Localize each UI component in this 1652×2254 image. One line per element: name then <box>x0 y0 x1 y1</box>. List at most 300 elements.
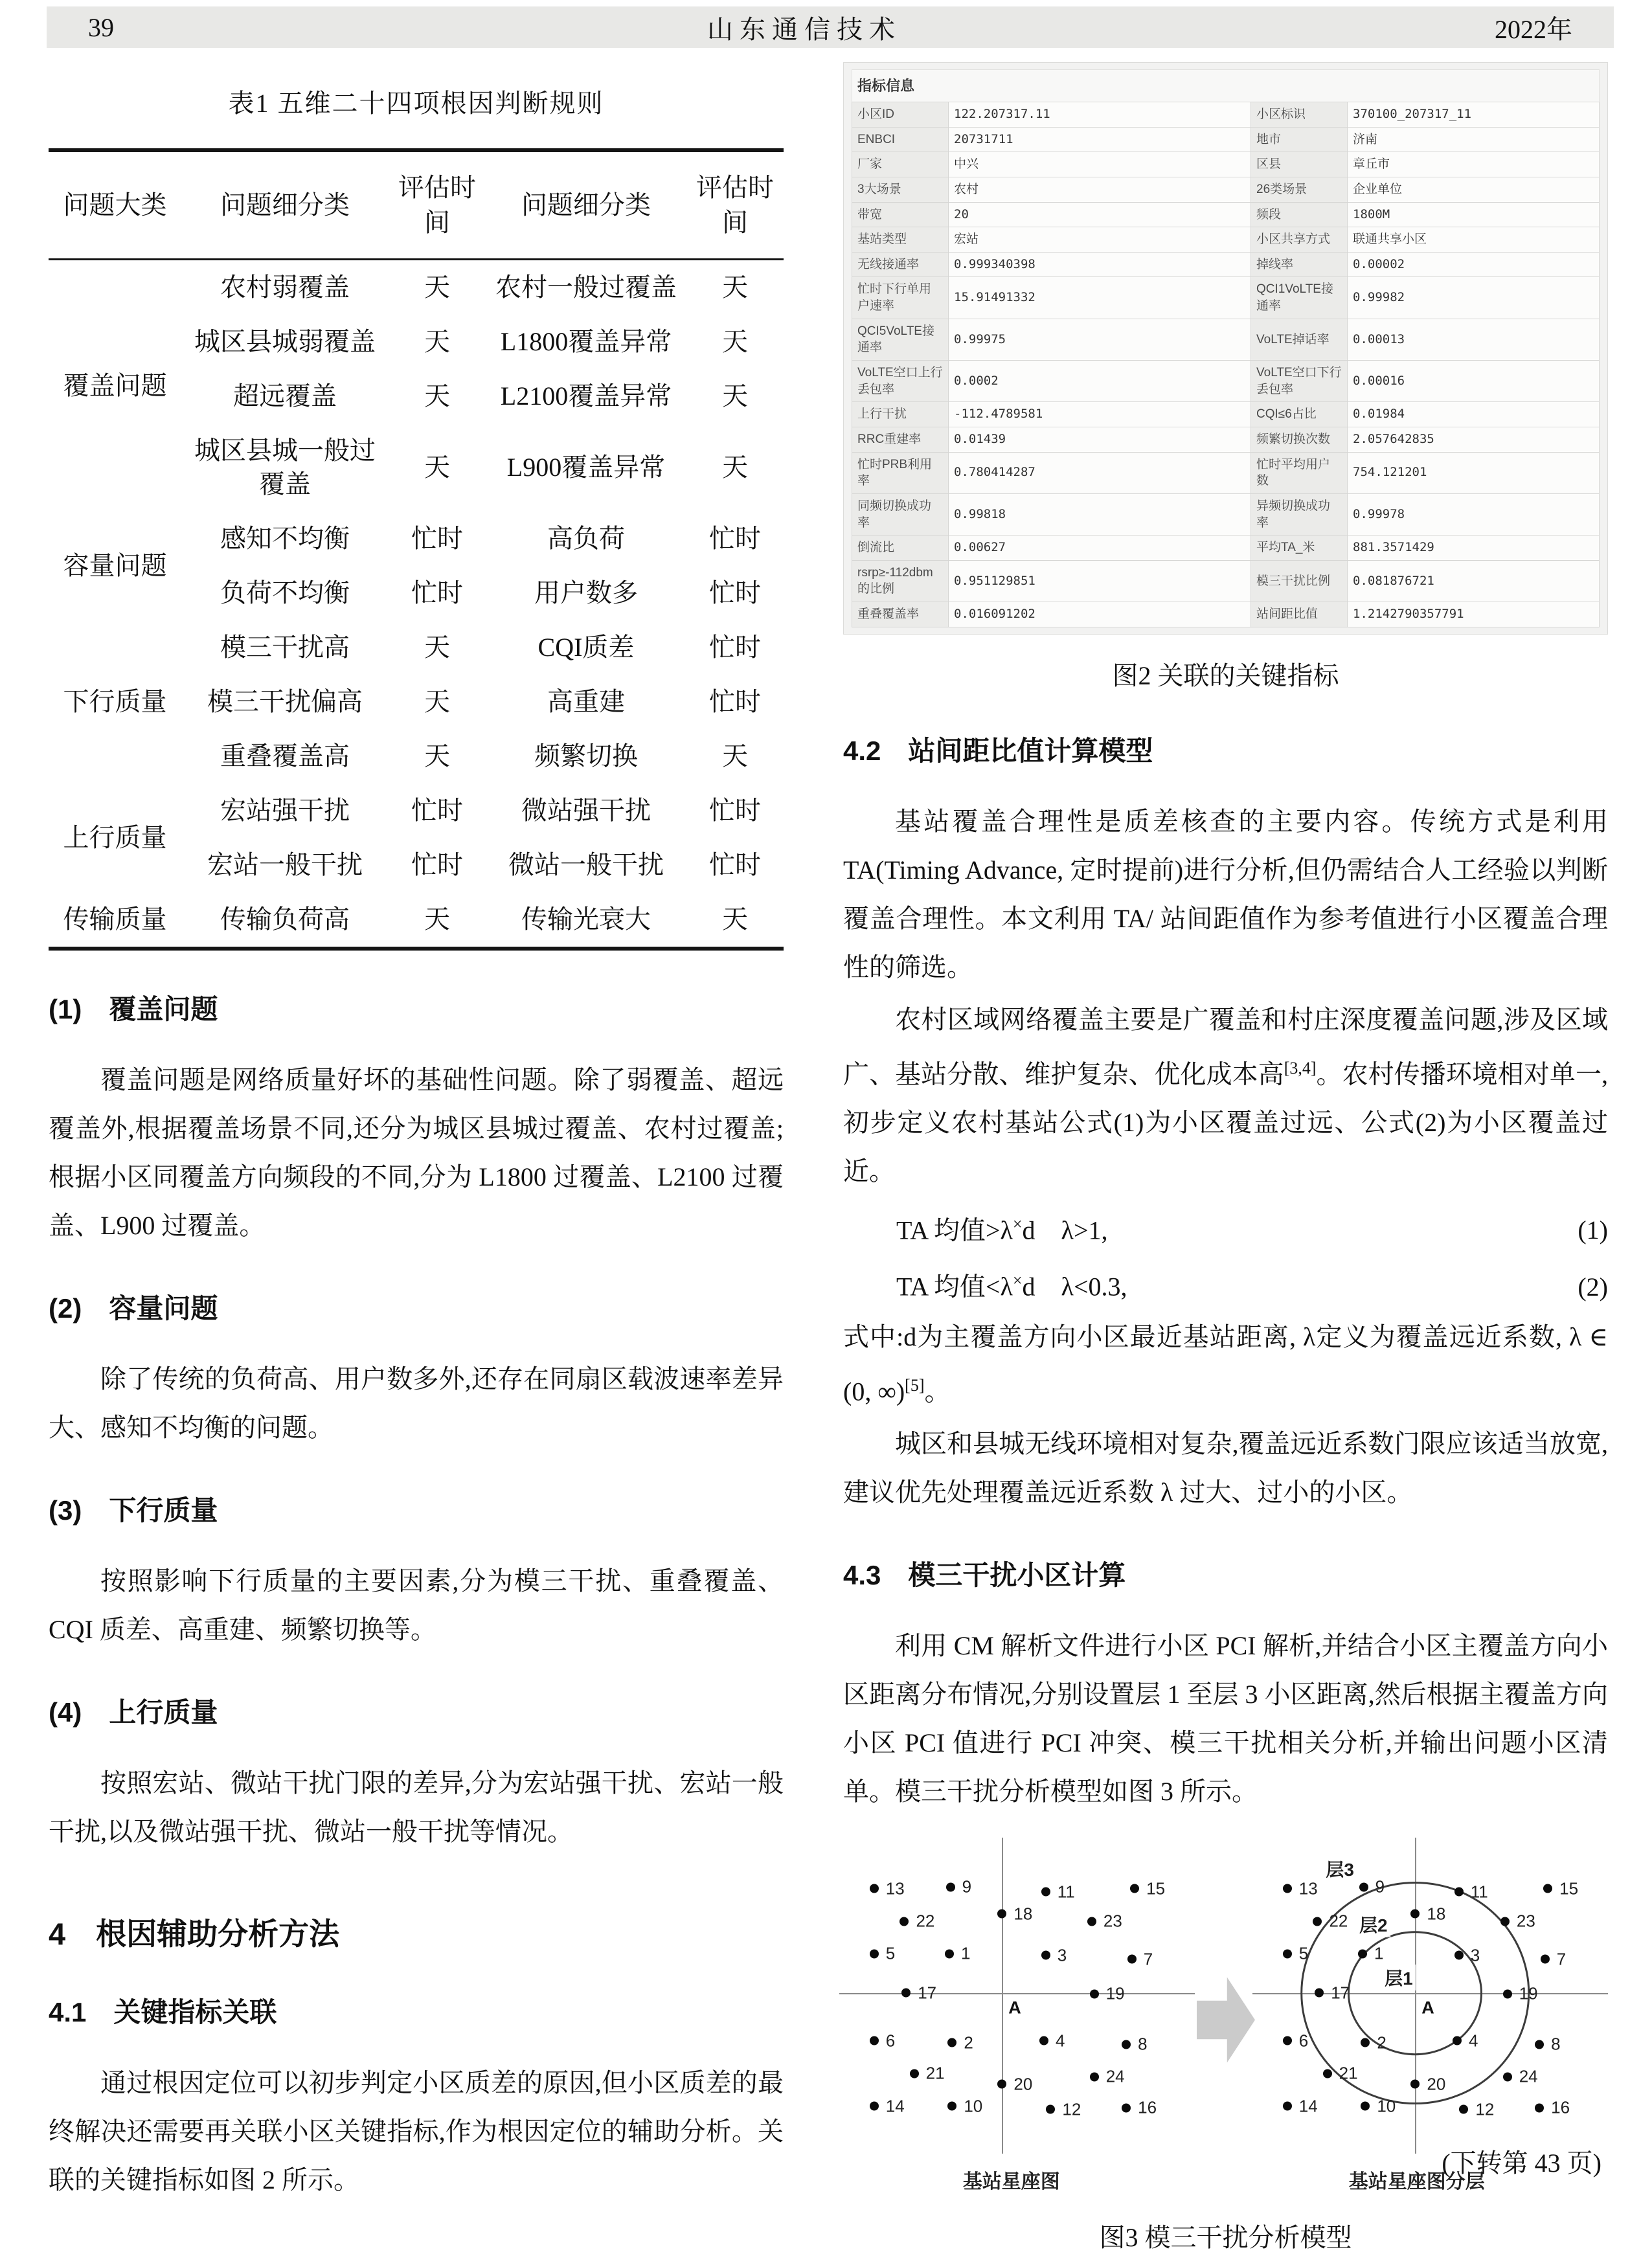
point-dot <box>1323 2069 1332 2078</box>
text-run: TA 均值>λ <box>896 1215 1013 1245</box>
point-dot <box>910 2069 919 2078</box>
citation-ref: [5] <box>905 1375 925 1395</box>
two-column-body <box>0 48 1652 2254</box>
kpi-row <box>852 535 1600 561</box>
kpi-label: 忙时下行单用户速率 <box>852 277 949 319</box>
sub-problem-cell: 模三干扰偏高 <box>207 687 363 716</box>
kpi-value: 1.2142790357791 <box>1348 602 1600 627</box>
point-dot <box>1359 1882 1368 1891</box>
constellation-point <box>1283 2031 1308 2051</box>
col-header: 问题细分类 <box>181 150 389 260</box>
constellation-point <box>947 2033 973 2053</box>
point-label: 2 <box>1377 2033 1386 2053</box>
point-dot <box>1315 1989 1324 1998</box>
point-dot <box>1410 2080 1420 2089</box>
kpi-value: 0.999340398 <box>949 252 1251 277</box>
section-4-1-paragraph: 通过根因定位可以初步判定小区质差的原因,但小区质差的最终解决还需要再关联小区关键指标,作为根因定位的辅助分析。关联的关键指标如图 2 所示。 <box>49 2068 784 2194</box>
point-dot <box>1500 1917 1510 1926</box>
section-4-paragraph: 按照宏站、微站干扰门限的差异,分为宏站强干扰、宏站一般干扰,以及微站强干扰、微站一般干扰等情况。 <box>49 1768 784 1846</box>
continued-on-page-note: (下转第 43 页) <box>1442 2148 1601 2178</box>
point-dot <box>946 1882 955 1891</box>
point-label: 15 <box>1559 1878 1579 1899</box>
transform-arrow-icon <box>1197 1967 1255 2073</box>
kpi-value: 0.016091202 <box>949 602 1251 627</box>
point-dot <box>1459 2105 1468 2114</box>
point-label: 12 <box>1062 2099 1081 2119</box>
constellation-point <box>947 2096 982 2116</box>
point-label: 14 <box>885 2096 905 2116</box>
eval-time-cell: 忙时 <box>709 850 761 879</box>
point-dot <box>1090 1989 1099 1998</box>
constellation-point <box>1283 1944 1308 1964</box>
section-2-paragraph: 除了传统的负荷高、用户数多外,还存在同扇区载波速率差异大、感知不均衡的问题。 <box>49 1364 784 1442</box>
kpi-value: 881.3571429 <box>1348 535 1600 561</box>
section-4-3-heading: 4.3 模三干扰小区计算 <box>843 1560 1126 1591</box>
point-label: 9 <box>962 1876 972 1897</box>
kpi-row <box>852 252 1600 277</box>
text-run: 式中:d为主覆盖方向小区最近基站距离, λ定义为覆盖远近系数, λ ∈ (0, ∞) <box>843 1322 1608 1406</box>
constellation-point <box>1361 2096 1396 2116</box>
sub-problem-cell: CQI质差 <box>537 633 635 662</box>
eval-time-cell: 天 <box>424 741 450 771</box>
constellation-point <box>1503 2067 1538 2087</box>
kpi-label: VoLTE掉话率 <box>1251 319 1348 360</box>
text-run: d λ<0.3, <box>1022 1272 1127 1302</box>
kpi-value: 农村 <box>949 177 1251 202</box>
kpi-table-body <box>852 102 1600 627</box>
constellation-point <box>1535 2034 1560 2055</box>
eval-time-cell: 忙时 <box>411 796 463 825</box>
sub-problem-cell: 模三干扰高 <box>220 633 350 662</box>
kpi-label: 上行干扰 <box>852 402 949 427</box>
sub-problem-cell: 传输负荷高 <box>220 905 350 934</box>
kpi-screenshot-panel <box>843 62 1608 635</box>
constellation-point <box>1500 1911 1535 1932</box>
kpi-row <box>852 227 1600 253</box>
point-dot <box>1361 2038 1370 2047</box>
kpi-row <box>852 319 1600 360</box>
table1-body <box>49 260 784 949</box>
kpi-label: 基站类型 <box>852 227 949 253</box>
kpi-row <box>852 202 1600 227</box>
figure2-caption: 图2 关联的关键指标 <box>1112 660 1339 690</box>
kpi-value: 0.99982 <box>1348 277 1600 319</box>
constellation-point <box>910 2064 945 2084</box>
point-dot <box>870 2036 879 2046</box>
sub-problem-cell: 高重建 <box>547 687 625 716</box>
kpi-row <box>852 560 1600 602</box>
constellation-point <box>997 1904 1032 1924</box>
kpi-value: 联通共享小区 <box>1348 227 1600 253</box>
sub-problem-cell: 宏站强干扰 <box>220 796 350 825</box>
constellation-panel-layered <box>1256 1838 1608 2146</box>
kpi-panel-title: 指标信息 <box>852 69 1600 102</box>
constellation-point <box>870 2096 905 2116</box>
kpi-label: 异频切换成功率 <box>1251 493 1348 535</box>
point-label: 20 <box>1427 2074 1446 2094</box>
point-label: 7 <box>1556 1949 1567 1969</box>
kpi-row <box>852 427 1600 452</box>
point-label: 5 <box>1298 1943 1309 1963</box>
section-1-title: (1) 覆盖问题 <box>49 994 218 1024</box>
point-dot <box>1503 1989 1512 1998</box>
constellation-point <box>1041 1945 1067 1965</box>
kpi-label: 掉线率 <box>1251 252 1348 277</box>
point-label: 23 <box>1103 1911 1122 1931</box>
sub-problem-cell: 城区县城一般过覆盖 <box>194 436 376 499</box>
point-dot <box>1127 1955 1137 1964</box>
kpi-row <box>852 177 1600 202</box>
sub-problem-cell: 微站强干扰 <box>521 796 651 825</box>
kpi-row <box>852 361 1600 402</box>
sub-problem-cell: 频繁切换 <box>534 741 638 771</box>
constellation-point <box>1283 2096 1318 2116</box>
constellation-point <box>1543 1878 1578 1899</box>
kpi-value: 0.00627 <box>949 535 1251 561</box>
constellation-point <box>870 1944 895 1964</box>
kpi-label: QCI1VoLTE接通率 <box>1251 277 1348 319</box>
point-label: 20 <box>1013 2074 1033 2094</box>
constellation-point <box>1358 1944 1383 1964</box>
kpi-value: 0.01439 <box>949 427 1251 452</box>
constellation-point <box>900 1911 934 1932</box>
point-dot <box>1313 1917 1322 1926</box>
eval-time-cell: 天 <box>722 741 748 771</box>
kpi-value: 宏站 <box>949 227 1251 253</box>
kpi-label: 频繁切换次数 <box>1251 427 1348 452</box>
point-label: 19 <box>1105 1983 1125 2003</box>
paragraph-4-2-a: 基站覆盖合理性是质差核查的主要内容。传统方式是利用 TA(Timing Advance, 定时提前)进行分析,但仍需结合人工经验以判断覆盖合理性。本文利用 TA/ 站间距值作为参考值进行小区覆盖合理性的筛选。 <box>843 806 1608 982</box>
kpi-value: 企业单位 <box>1348 177 1600 202</box>
point-dot <box>1503 2072 1512 2081</box>
constellation-point <box>1359 1877 1385 1897</box>
eval-time-cell: 天 <box>424 327 450 356</box>
point-label: 23 <box>1516 1911 1535 1931</box>
sub-problem-cell: L1800覆盖异常 <box>500 327 672 356</box>
constellation-point <box>997 2074 1032 2094</box>
vertical-axis <box>1002 1838 1003 2154</box>
point-label: 22 <box>916 1911 935 1931</box>
kpi-label: VoLTE空口上行丢包率 <box>852 361 949 402</box>
section-4-2-heading: 4.2 站间距比值计算模型 <box>843 735 1153 766</box>
layer-label: 层1 <box>1381 1965 1416 1990</box>
eval-time-cell: 天 <box>424 273 450 302</box>
constellation-point <box>1122 2098 1157 2118</box>
point-label: 1 <box>960 1943 971 1963</box>
point-dot <box>1283 2102 1292 2111</box>
point-dot <box>870 2102 879 2111</box>
kpi-value: 20 <box>949 202 1251 227</box>
eval-time-cell: 天 <box>722 453 748 482</box>
problem-category: 容量问题 <box>63 551 167 580</box>
text-run: TA 均值<λ <box>896 1272 1013 1302</box>
constellation-point <box>1090 1984 1125 2004</box>
kpi-label: 地市 <box>1251 127 1348 152</box>
kpi-value: 0.951129851 <box>949 560 1251 602</box>
sub-problem-cell: 农村弱覆盖 <box>220 273 350 302</box>
sub-problem-cell: 城区县城弱覆盖 <box>194 327 376 356</box>
kpi-label: RRC重建率 <box>852 427 949 452</box>
eval-time-cell: 天 <box>424 905 450 934</box>
point-dot <box>1454 1951 1464 1960</box>
point-dot <box>1358 1949 1367 1958</box>
kpi-value: -112.4789581 <box>949 402 1251 427</box>
constellation-point <box>1315 1983 1350 2003</box>
constellation-point <box>1323 2064 1358 2084</box>
problem-category: 上行质量 <box>63 823 167 852</box>
point-dot <box>1535 2040 1544 2049</box>
superscript-times: × <box>1012 1271 1023 1290</box>
kpi-label: 区县 <box>1251 152 1348 177</box>
eval-time-cell: 忙时 <box>709 687 761 716</box>
kpi-row <box>852 127 1600 152</box>
year-label: 2022年 <box>1495 14 1572 44</box>
kpi-value: 0.00013 <box>1348 319 1600 360</box>
point-dot <box>1453 2036 1462 2046</box>
citation-ref: [3,4] <box>1284 1058 1317 1077</box>
journal-title: 山东通信技术 <box>707 14 901 44</box>
point-dot <box>870 1884 879 1893</box>
kpi-value: 章丘市 <box>1348 152 1600 177</box>
constellation-point <box>946 1877 971 1897</box>
paragraph-4-2-c <box>843 1313 1608 1415</box>
problem-category: 传输质量 <box>63 905 167 934</box>
point-dot <box>947 2102 956 2111</box>
point-label: 22 <box>1329 1911 1348 1931</box>
eval-time-cell: 天 <box>722 381 748 411</box>
point-label: 10 <box>964 2096 983 2116</box>
section-1-paragraph: 覆盖问题是网络质量好坏的基础性问题。除了弱覆盖、超远覆盖外,根据覆盖场景不同,还分为城区县城过覆盖、农村过覆盖;根据小区同覆盖方向频段的不同,分为 L1800 过覆盖、L2100 过覆盖、L900 过覆盖。 <box>49 1065 784 1240</box>
kpi-row <box>852 152 1600 177</box>
text-run: 。 <box>924 1377 951 1406</box>
point-dot <box>1543 1884 1552 1893</box>
kpi-label: 同频切换成功率 <box>852 493 949 535</box>
constellation-point <box>1283 1878 1318 1899</box>
sub-problem-cell: 传输光衰大 <box>521 905 651 934</box>
sub-problem-cell: 农村一般过覆盖 <box>495 273 677 302</box>
problem-category: 覆盖问题 <box>63 371 167 400</box>
eval-time-cell: 忙时 <box>709 796 761 825</box>
eval-time-cell: 天 <box>424 633 450 662</box>
kpi-value: 15.91491332 <box>949 277 1251 319</box>
point-label: 4 <box>1056 2031 1065 2051</box>
point-label: 12 <box>1475 2099 1495 2119</box>
constellation-point <box>1130 1878 1165 1899</box>
formula-1 <box>843 1199 1608 1256</box>
point-dot <box>945 1949 954 1958</box>
point-label: 7 <box>1143 1949 1153 1969</box>
point-dot <box>947 2038 956 2047</box>
point-dot <box>1087 1917 1096 1926</box>
figure2 <box>843 62 1608 692</box>
point-dot <box>900 1917 909 1926</box>
kpi-row <box>852 602 1600 627</box>
point-label: 8 <box>1138 2034 1148 2054</box>
point-label: 8 <box>1551 2034 1561 2054</box>
point-dot <box>1041 1951 1050 1960</box>
point-label: 10 <box>1377 2096 1396 2116</box>
eval-time-cell: 忙时 <box>411 524 463 553</box>
kpi-value: 0.99978 <box>1348 493 1600 535</box>
right-column <box>843 48 1608 2254</box>
col-header: 评估时间 <box>686 150 784 260</box>
horizontal-axis <box>839 1993 1195 1994</box>
kpi-label: QCI5VoLTE接通率 <box>852 319 949 360</box>
constellation-point <box>901 1983 936 2003</box>
eval-time-cell: 天 <box>722 273 748 302</box>
kpi-label: 忙时平均用户数 <box>1251 452 1348 493</box>
kpi-label: 3大场景 <box>852 177 949 202</box>
section-4-1-heading: 4.1 关键指标关联 <box>49 1997 277 2027</box>
constellation-point <box>1046 2099 1081 2119</box>
point-label: 24 <box>1105 2066 1125 2086</box>
eval-time-cell: 天 <box>722 905 748 934</box>
kpi-row <box>852 102 1600 128</box>
table1-caption: 表1 五维二十四项根因判断规则 <box>228 89 604 118</box>
panel-right-label: 基站星座图分层 <box>1348 2171 1485 2193</box>
point-dot <box>1454 1888 1464 1897</box>
formula-2 <box>843 1256 1608 1312</box>
point-label: 21 <box>925 2063 945 2083</box>
kpi-table <box>852 102 1600 627</box>
kpi-value: 370100_207317_11 <box>1348 102 1600 128</box>
eval-time-cell: 忙时 <box>709 633 761 662</box>
table-row <box>49 620 784 675</box>
eval-time-cell: 忙时 <box>411 850 463 879</box>
constellation-point <box>1090 2067 1125 2087</box>
point-label: 13 <box>885 1878 905 1899</box>
table1-header <box>49 150 784 260</box>
sub-problem-cell: L2100覆盖异常 <box>500 381 672 411</box>
section-2-title: (2) 容量问题 <box>49 1293 218 1324</box>
text-run: d λ>1, <box>1022 1215 1108 1245</box>
kpi-value: 1800M <box>1348 202 1600 227</box>
point-label: 3 <box>1470 1945 1480 1965</box>
point-label: 18 <box>1013 1904 1033 1924</box>
kpi-row <box>852 277 1600 319</box>
formula-2-number: (2) <box>1578 1272 1608 1302</box>
kpi-value: 中兴 <box>949 152 1251 177</box>
kpi-label: 小区共享方式 <box>1251 227 1348 253</box>
panel-left-label: 基站星座图 <box>962 2171 1060 2193</box>
kpi-label: 站间距比值 <box>1251 602 1348 627</box>
constellation-point <box>1041 1882 1075 1902</box>
kpi-label: 模三干扰比例 <box>1251 560 1348 602</box>
kpi-row <box>852 402 1600 427</box>
eval-time-cell: 天 <box>424 453 450 482</box>
constellation-point <box>1453 2031 1478 2051</box>
constellation-point <box>870 2031 895 2051</box>
table-row <box>49 892 784 949</box>
point-label: 16 <box>1551 2097 1570 2117</box>
kpi-value: 0.99975 <box>949 319 1251 360</box>
point-dot <box>870 1949 879 1958</box>
kpi-label: ENBCI <box>852 127 949 152</box>
point-label: 17 <box>918 1983 937 2003</box>
kpi-label: 重叠覆盖率 <box>852 602 949 627</box>
point-dot <box>1410 1910 1420 1919</box>
table-row <box>49 783 784 838</box>
kpi-value: 0.081876721 <box>1348 560 1600 602</box>
point-label: 19 <box>1519 1983 1538 2003</box>
point-label: 3 <box>1057 1945 1067 1965</box>
point-label: 6 <box>885 2031 896 2051</box>
point-label: 15 <box>1146 1878 1166 1899</box>
sub-problem-cell: 用户数多 <box>534 578 638 607</box>
eval-time-cell: 天 <box>722 327 748 356</box>
kpi-row <box>852 493 1600 535</box>
eval-time-cell: 天 <box>424 381 450 411</box>
point-label: 6 <box>1298 2031 1309 2051</box>
eval-time-cell: 忙时 <box>709 578 761 607</box>
paragraph-4-2-b <box>843 995 1608 1195</box>
kpi-label: 小区ID <box>852 102 949 128</box>
point-dot <box>1090 2072 1099 2081</box>
sub-problem-cell: 负荷不均衡 <box>220 578 350 607</box>
point-dot <box>1283 2036 1292 2046</box>
paragraph-4-3: 利用 CM 解析文件进行小区 PCI 解析,并结合小区主覆盖方向小区距离分布情况,分别设置层 1 至层 3 小区距离,然后根据主覆盖方向小区 PCI 值进行 PCI 冲突、模三干扰相关分析,并输出问题小区清单。模三干扰分析模型如图 3 所示。 <box>843 1631 1608 1807</box>
constellation-point <box>1087 1911 1122 1932</box>
sub-problem-cell: 重叠覆盖高 <box>220 741 350 771</box>
constellation-point <box>1361 2033 1386 2053</box>
constellation-point <box>1454 1882 1488 1902</box>
chapter-4-heading: 4 根因辅助分析方法 <box>49 1917 340 1951</box>
constellation-point <box>1410 2074 1445 2094</box>
kpi-value: 0.0002 <box>949 361 1251 402</box>
kpi-value: 2.057642835 <box>1348 427 1600 452</box>
kpi-label: rsrp≥-112dbm的比例 <box>852 560 949 602</box>
constellation-point <box>1535 2098 1570 2118</box>
constellation-point <box>1410 1904 1445 1924</box>
point-label: 21 <box>1339 2063 1358 2083</box>
constellation-point <box>870 1878 905 1899</box>
point-dot <box>1041 1888 1050 1897</box>
kpi-label: 平均TA_米 <box>1251 535 1348 561</box>
kpi-label: 倒流比 <box>852 535 949 561</box>
formula-1-number: (1) <box>1578 1215 1608 1245</box>
journal-page <box>0 6 1652 2253</box>
constellation-point <box>1127 1949 1153 1969</box>
eval-time-cell: 忙时 <box>709 524 761 553</box>
constellation-point <box>1454 1945 1480 1965</box>
table-row <box>49 260 784 315</box>
point-label: 17 <box>1331 1983 1350 2003</box>
point-label: 14 <box>1298 2096 1318 2116</box>
point-dot <box>1122 2040 1131 2049</box>
kpi-label: 忙时PRB利用率 <box>852 452 949 493</box>
point-dot <box>901 1989 911 1998</box>
kpi-label: 无线接通率 <box>852 252 949 277</box>
center-cell-label: A <box>1008 1998 1021 2018</box>
kpi-label: 小区标识 <box>1251 102 1348 128</box>
formula-2-body <box>896 1256 1127 1312</box>
point-label: 13 <box>1298 1878 1318 1899</box>
left-column <box>49 48 784 2208</box>
constellation-panel <box>843 1838 1195 2146</box>
figure3 <box>843 1834 1608 2254</box>
point-dot <box>1283 1949 1292 1958</box>
kpi-label: 频段 <box>1251 202 1348 227</box>
point-dot <box>1130 1884 1139 1893</box>
sub-problem-cell: 微站一般干扰 <box>508 850 664 879</box>
col-header: 评估时间 <box>389 150 486 260</box>
point-dot <box>1039 2036 1048 2046</box>
col-header: 问题细分类 <box>486 150 686 260</box>
text-run: 农村区域网络覆盖主要是广覆盖和村庄深度覆盖问题,涉及区域广、基站分散、维护复杂、优化成本高 <box>843 1004 1608 1089</box>
kpi-value: 0.00016 <box>1348 361 1600 402</box>
point-dot <box>997 1910 1006 1919</box>
point-label: 11 <box>1470 1882 1488 1902</box>
